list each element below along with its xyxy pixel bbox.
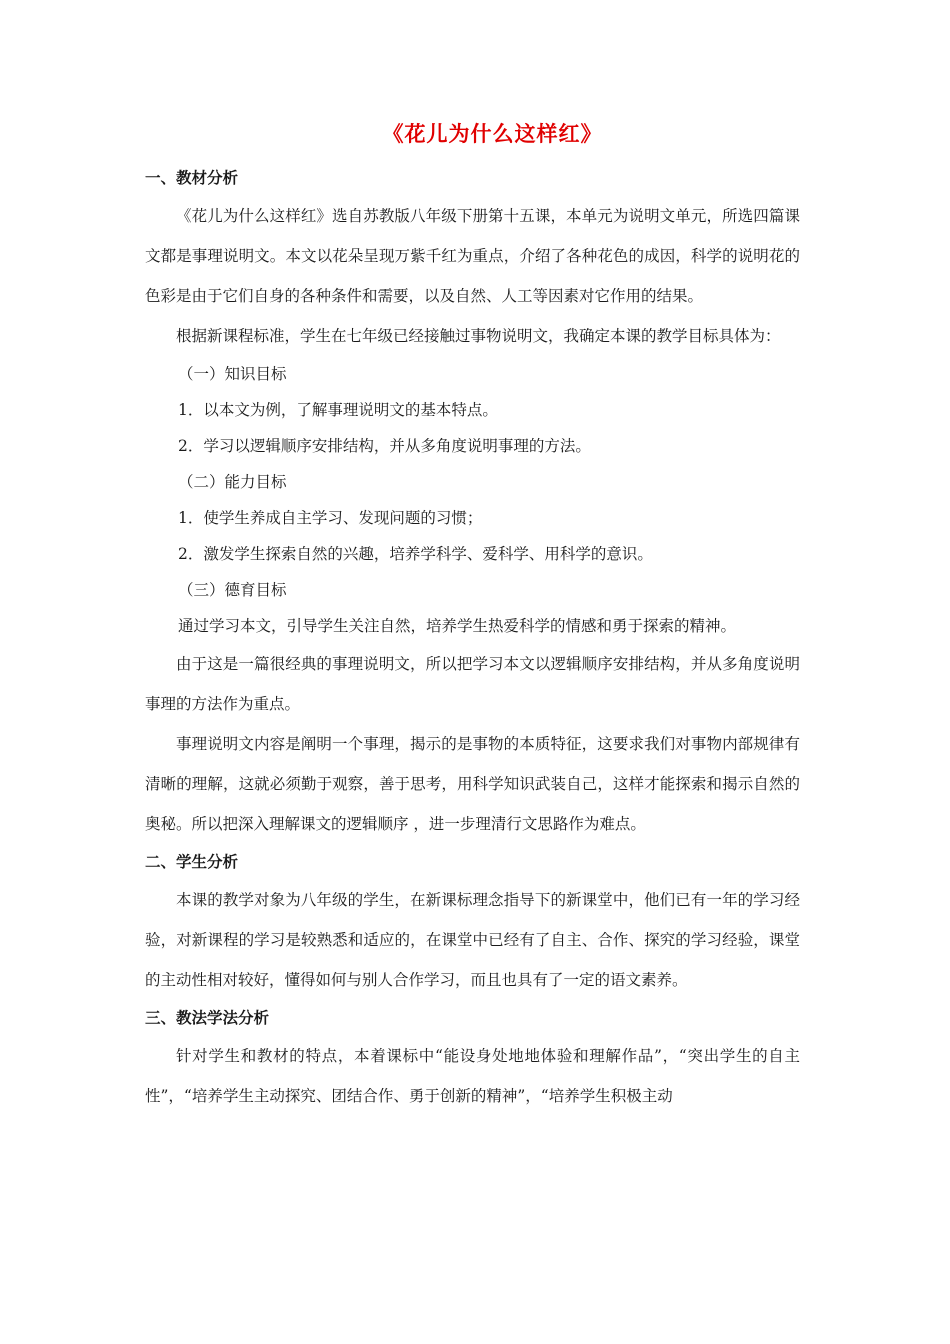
goal-text: 通过学习本文，引导学生关注自然，培养学生热爱科学的情感和勇于探索的精神。: [178, 617, 737, 635]
goal-heading-ability: （二）能力目标: [178, 473, 287, 491]
paragraph: 《花儿为什么这样红》选自苏教版八年级下册第十五课，本单元为说明文单元，所选四篇课文都是事理说明文。本文以花朵呈现万紫千红为重点，介绍了各种花色的成因，科学的说明花的色彩是由于它们自身的各种条件和需要，以及自然、人工等因素对它作用的结果。: [145, 207, 800, 305]
paragraph: 针对学生和教材的特点，本着课标中“能设身处地地体验和理解作品”，“突出学生的自主性”，“培养学生主动探究、团结合作、勇于创新的精神”，“培养学生积极主动: [145, 1047, 800, 1105]
paragraph: 根据新课程标准，学生在七年级已经接触过事物说明文，我确定本课的教学目标具体为：: [176, 327, 781, 345]
goal-item: 1．以本文为例，了解事理说明文的基本特点。: [178, 401, 498, 419]
goal-heading-moral: （三）德育目标: [178, 581, 287, 599]
paragraph: 由于这是一篇很经典的事理说明文，所以把学习本文以逻辑顺序安排结构，并从多角度说明事理的方法作为重点。: [145, 655, 800, 713]
goal-item: 2．学习以逻辑顺序安排结构，并从多角度说明事理的方法。: [178, 437, 591, 455]
paragraph: 事理说明文内容是阐明一个事理，揭示的是事物的本质特征，这要求我们对事物内部规律有清晰的理解，这就必须勤于观察，善于思考，用科学知识武装自己，这样才能探索和揭示自然的奥秘。所以把深入理解课文的逻辑顺序 ，进一步理清行文思路作为难点。: [145, 735, 800, 833]
goal-heading-knowledge: （一）知识目标: [178, 365, 287, 383]
goal-item: 1．使学生养成自主学习、发现问题的习惯；: [178, 509, 483, 527]
section-heading-student-analysis: 二、学生分析: [145, 853, 239, 871]
goal-item: 2．激发学生探索自然的兴趣，培养学科学、爱科学、用科学的意识。: [178, 545, 653, 563]
section-heading-material-analysis: 一、教材分析: [145, 169, 239, 187]
document-title: 《花儿为什么这样红》: [382, 121, 603, 146]
section-heading-method-analysis: 三、教法学法分析: [145, 1009, 270, 1027]
paragraph: 本课的教学对象为八年级的学生，在新课标理念指导下的新课堂中，他们已有一年的学习经验，对新课程的学习是较熟悉和适应的，在课堂中已经有了自主、合作、探究的学习经验，课堂的主动性相对较好，懂得如何与别人合作学习，而且也具有了一定的语文素养。: [145, 891, 800, 989]
